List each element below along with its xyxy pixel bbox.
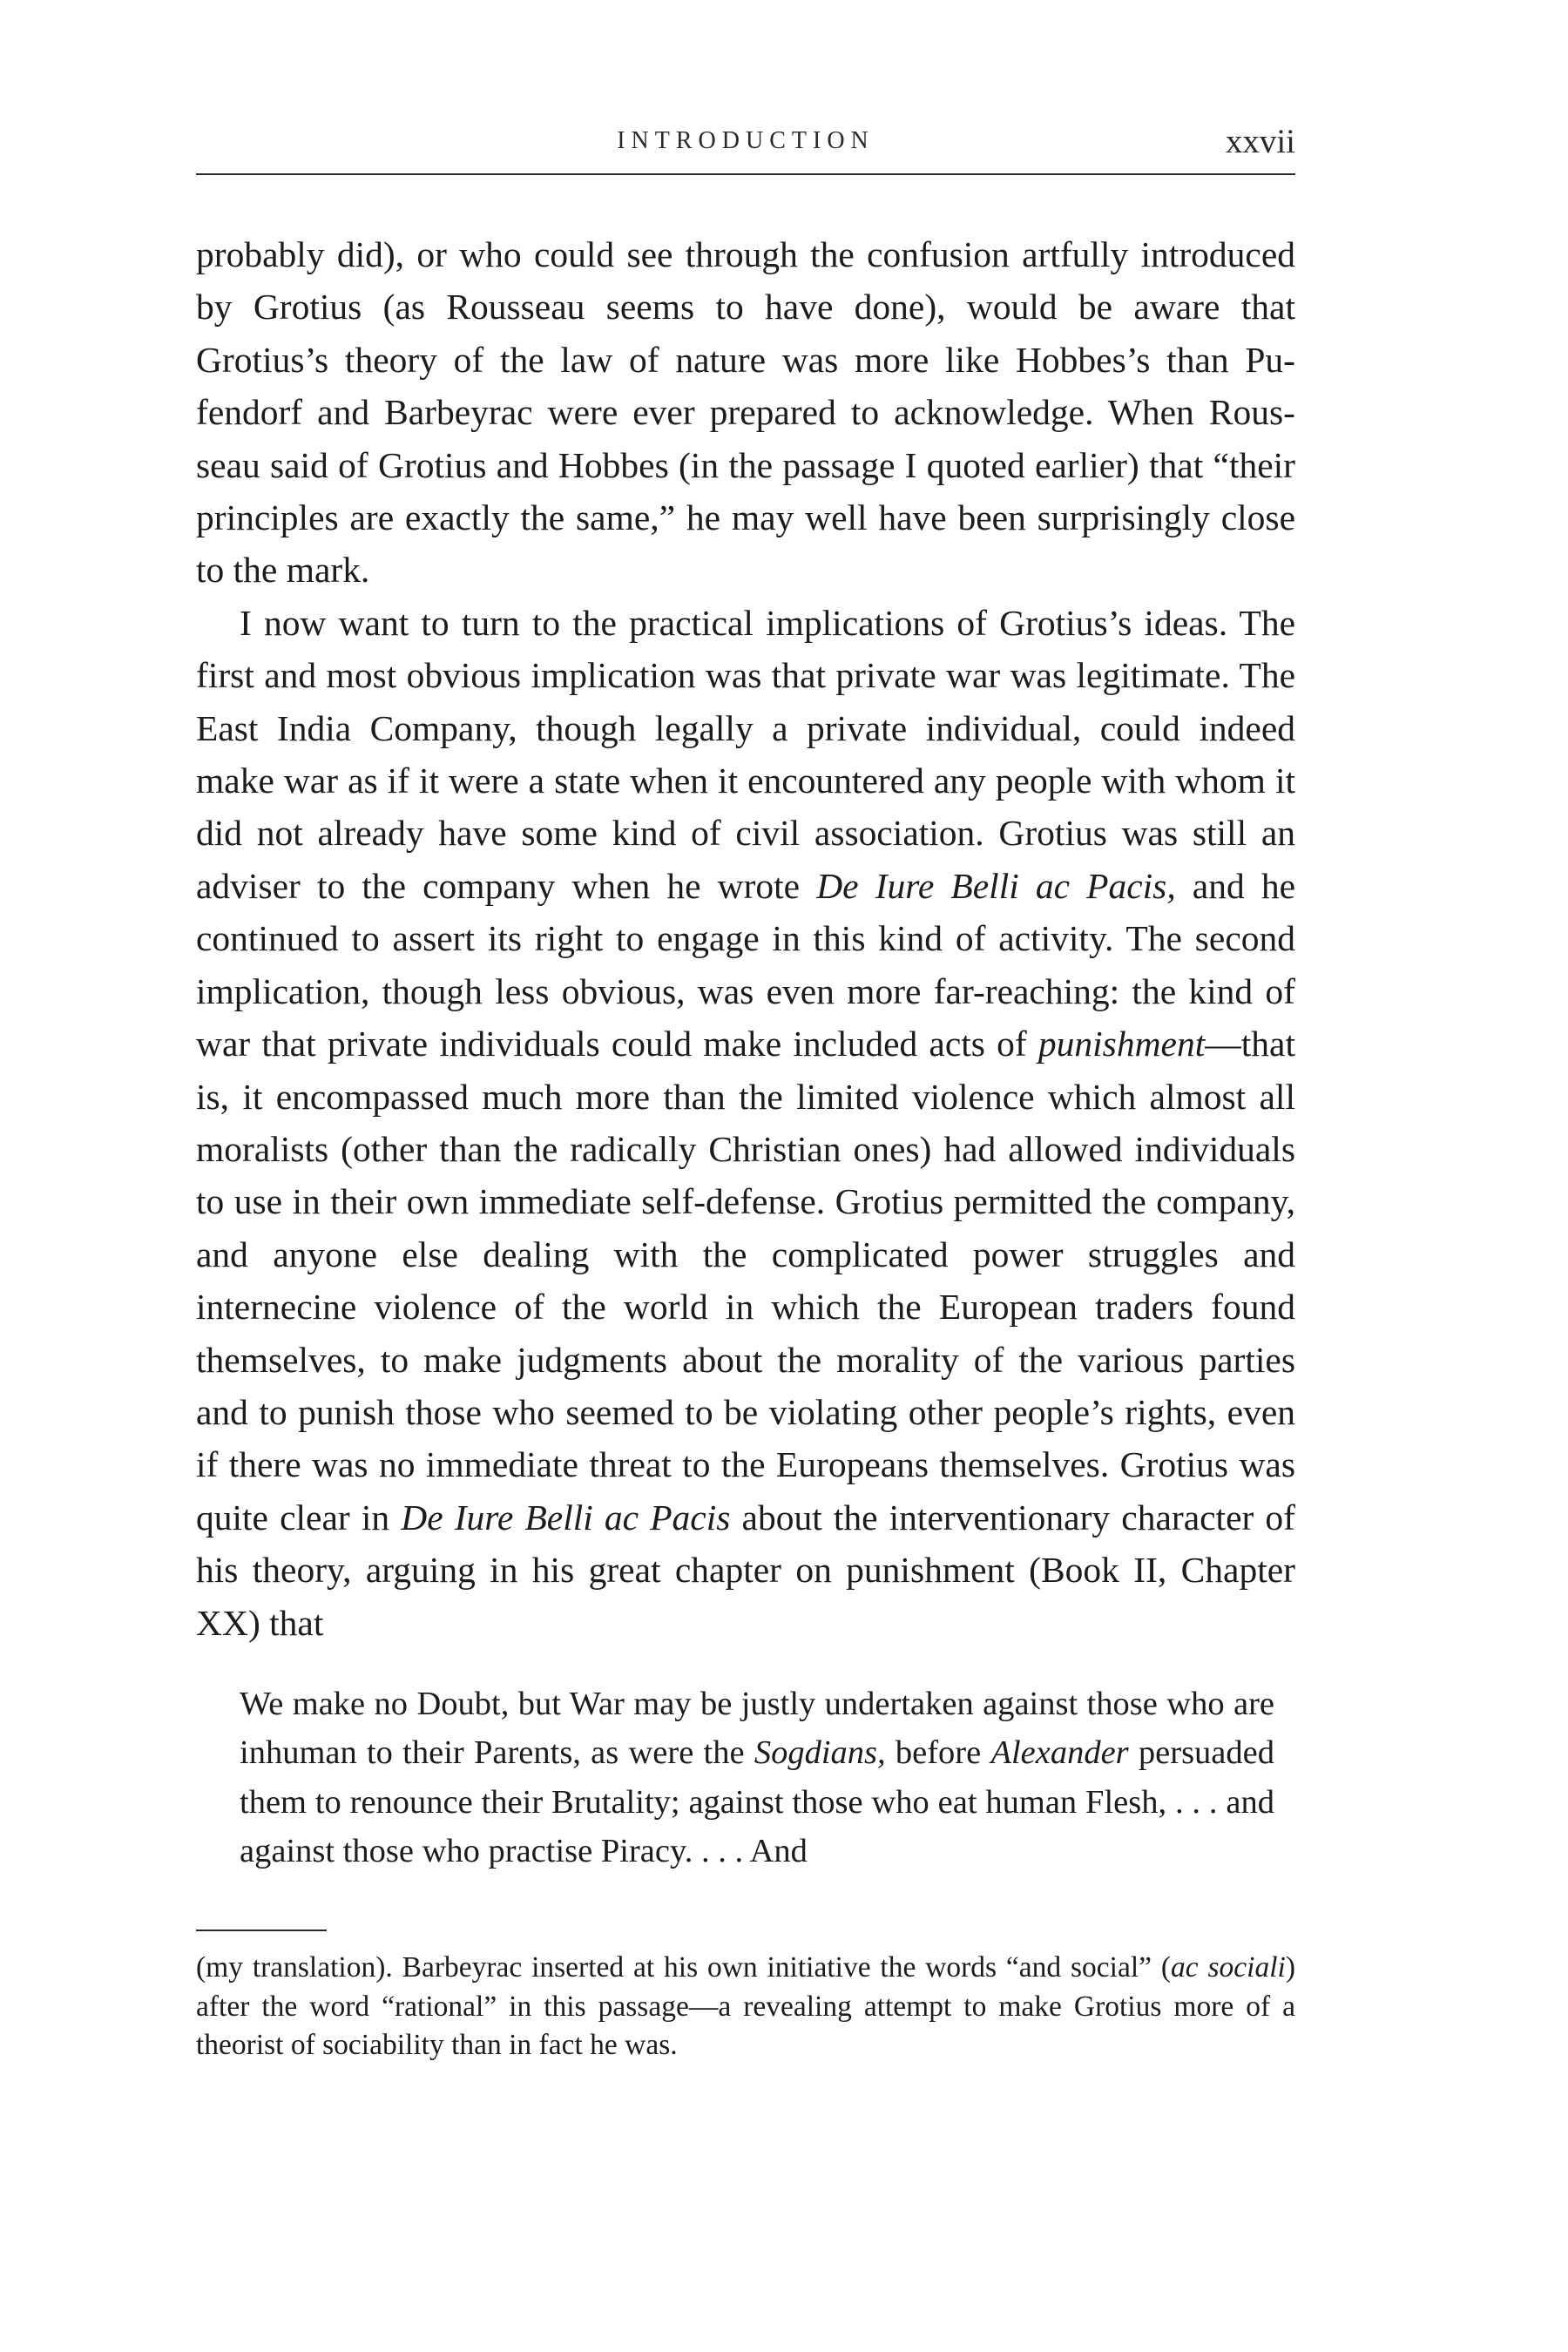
book-page (196, 0, 1295, 2352)
paragraph-2 (196, 597, 1295, 1649)
running-head (196, 122, 1295, 174)
header-rule (196, 173, 1295, 175)
punishment-italic: punishment (1037, 1024, 1206, 1064)
book-title-italic-2: De Iure Belli ac Pacis (401, 1497, 731, 1538)
footnote (196, 1949, 1295, 2065)
footnote-italic-latin: ac sociali (1171, 1951, 1286, 1984)
paragraph-2-text-a: I now want to turn to the practical implications of Grotius’s ideas. The first and most obvious implication was that private war was legitimate. The East India Company, though legally a private individual, could indeed make war as if it were a state when it encountered any people with whom it did not already have some kind of civil association. Grotius was still an adviser to the company when he wrote (196, 602, 1295, 906)
quote-text-b: before (885, 1734, 991, 1772)
main-text (196, 228, 1295, 1649)
footnote-text-a: (my translation). Barbeyrac inserted at his own initiative the words “and social” ( (196, 1951, 1172, 1984)
paragraph-2-text-b: and he continued to assert its right to engage in this kind of activity. The second implication, though less obvious, was even more far-reaching: the kind of war that private individuals could make included acts of (196, 865, 1295, 1064)
quote-text-a: We make no Doubt, but War may be justly undertaken against those who are inhuman to their Parents, as were the (240, 1686, 1274, 1772)
footnote-text-b: ) after the word “rational” in this passage—a revealing attempt to make Grotius more of a theorist of sociability than in fact he was. (196, 1951, 1295, 2062)
block-quote (240, 1680, 1274, 1876)
quote-text-c: persuaded them to renounce their Brutality; against those who eat human Flesh, . . . and against those who practise Piracy. . . . And (240, 1734, 1274, 1870)
paragraph-1 (196, 228, 1295, 597)
page-number: xxvii (1225, 123, 1295, 160)
paragraph-2-text-d: about the interventionary character of his theory, arguing in his great chapter on punishment (Book II, Chapter XX) that (196, 1497, 1295, 1643)
paragraph-1-text: probably did), or who could see through the confusion artfully introduced by Grotius (as Rousseau seems to have done), would be aware that Grotius’s theory of the law of nature was more like Hobbes’s than Pufendorf and Barbeyrac were ever prepared to acknowledge. When Rousseau said of Grotius and Hobbes (in the passage I quoted earlier) that “their principles are exactly the same,” he may well have been surprisingly close to the mark. (196, 234, 1295, 591)
running-title: INTRODUCTION (617, 127, 875, 154)
footnote-rule (196, 1930, 327, 1931)
quote-italic-alexander: Alexander (990, 1734, 1129, 1772)
book-title-italic: De Iure Belli ac Pacis, (816, 865, 1176, 906)
quote-italic-sogdians: Sogdians, (754, 1734, 886, 1772)
paragraph-2-text-c: —that is, it encompassed much more than the limited violence which almost all moralists (other than the radically Christian ones) had allowed individuals to use in their own immediate self-defense. Grotius permitted the company, and anyone else dealing with the complicated power struggles and internecine violence of the world in which the European traders found themselves, to make judgments about the morality of the various parties and to punish those who seemed to be violating other people’s rights, even if there was no immediate threat to the Europeans themselves. Grotius was quite clear in (196, 1024, 1295, 1538)
